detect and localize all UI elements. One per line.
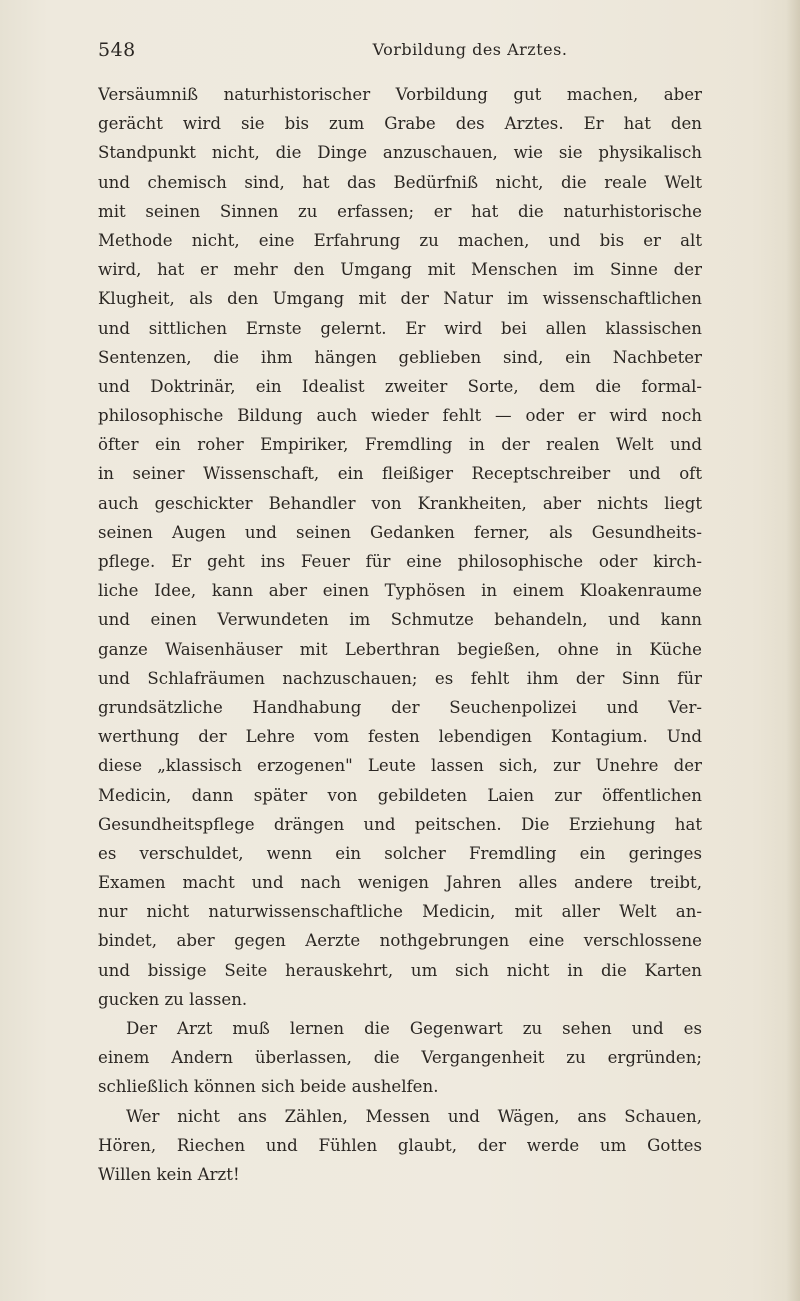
text-line: öfter ein roher Empiriker, Fremdling in der realen Welt und	[98, 435, 702, 455]
text-line: grundsätzliche Handhabung der Seuchenpolizei und Ver-	[98, 697, 702, 717]
text-line: wird, hat er mehr den Umgang mit Menschen im Sinne der	[98, 260, 702, 280]
text-line: Willen kein Arzt!	[98, 1164, 240, 1184]
text-line: Klugheit, als den Umgang mit der Natur im wissenschaftlichen	[98, 289, 702, 309]
text-line: Standpunkt nicht, die Dinge anzuschauen, wie sie physikalisch	[98, 143, 702, 163]
text-line: auch geschickter Behandler von Krankheiten, aber nichts liegt	[98, 493, 702, 513]
text-line: seinen Augen und seinen Gedanken ferner, als Gesundheits-	[98, 522, 702, 542]
text-line: und sittlichen Ernste gelernt. Er wird bei allen klassischen	[98, 318, 702, 338]
text-line: Wer nicht ans Zählen, Messen und Wägen, ans Schauen,	[126, 1106, 702, 1126]
page-header	[0, 0, 800, 70]
text-line: ganze Waisenhäuser mit Leberthran begießen, ohne in Küche	[98, 639, 702, 659]
text-line: Versäumniß naturhistorischer Vorbildung gut machen, aber	[98, 85, 702, 104]
text-line: Hören, Riechen und Fühlen glaubt, der werde um Gottes	[98, 1135, 702, 1155]
text-line: philosophische Bildung auch wieder fehlt — oder er wird noch	[98, 406, 702, 426]
text-line: einem Andern überlassen, die Vergangenheit zu ergründen;	[98, 1048, 702, 1068]
text-line: gerächt wird sie bis zum Grabe des Arztes. Er hat den	[98, 114, 702, 134]
page-edge-shadow	[786, 0, 800, 1301]
text-line: Examen macht und nach wenigen Jahren alles andere treibt,	[98, 873, 702, 893]
text-line: es verschuldet, wenn ein solcher Fremdling ein geringes	[98, 843, 702, 863]
text-line: und chemisch sind, hat das Bedürfniß nicht, die reale Welt	[98, 172, 702, 192]
text-line: Gesundheitspflege drängen und peitschen. Die Erziehung hat	[98, 814, 702, 834]
text-line: Medicin, dann später von gebildeten Laien zur öffentlichen	[98, 785, 702, 805]
text-line: schließlich können sich beide aushelfen.	[98, 1077, 439, 1097]
text-line: werthung der Lehre vom festen lebendigen Kontagium. Und	[98, 727, 702, 747]
text-line: und einen Verwundeten im Schmutze behandeln, und kann	[98, 610, 702, 630]
text-line: Sentenzen, die ihm hängen geblieben sind, ein Nachbeter	[98, 347, 702, 367]
text-line: und Schlafräumen nachzuschauen; es fehlt ihm der Sinn für	[98, 668, 702, 688]
paragraph	[98, 1014, 702, 1102]
page-number: 548	[98, 39, 136, 61]
text-line: und Doktrinär, ein Idealist zweiter Sorte, dem die formal-	[98, 376, 702, 396]
text-line: bindet, aber gegen Aerzte nothgebrungen eine verschlossene	[98, 931, 702, 951]
text-line: liche Idee, kann aber einen Typhösen in einem Kloakenraume	[98, 581, 702, 601]
text-line: Methode nicht, eine Erfahrung zu machen, und bis er alt	[98, 230, 702, 250]
text-line: und bissige Seite herauskehrt, um sich nicht in die Karten	[98, 960, 702, 980]
text-line: pflege. Er geht ins Feuer für eine philosophische oder kirch-	[98, 552, 702, 571]
text-line: mit seinen Sinnen zu erfassen; er hat die naturhistorische	[98, 201, 702, 221]
paragraph	[98, 80, 702, 1014]
paragraph	[98, 1102, 702, 1190]
text-line: nur nicht naturwissenschaftliche Medicin, mit aller Welt an-	[98, 902, 702, 922]
text-line: Der Arzt muß lernen die Gegenwart zu sehen und es	[126, 1019, 702, 1038]
running-head: Vorbildung des Arztes.	[372, 40, 568, 59]
text-line: gucken zu lassen.	[98, 989, 248, 1009]
text-line: diese „klassisch erzogenen" Leute lassen sich, zur Unehre der	[98, 756, 702, 776]
body-text	[98, 80, 702, 1189]
text-line: in seiner Wissenschaft, ein fleißiger Receptschreiber und oft	[98, 464, 702, 484]
